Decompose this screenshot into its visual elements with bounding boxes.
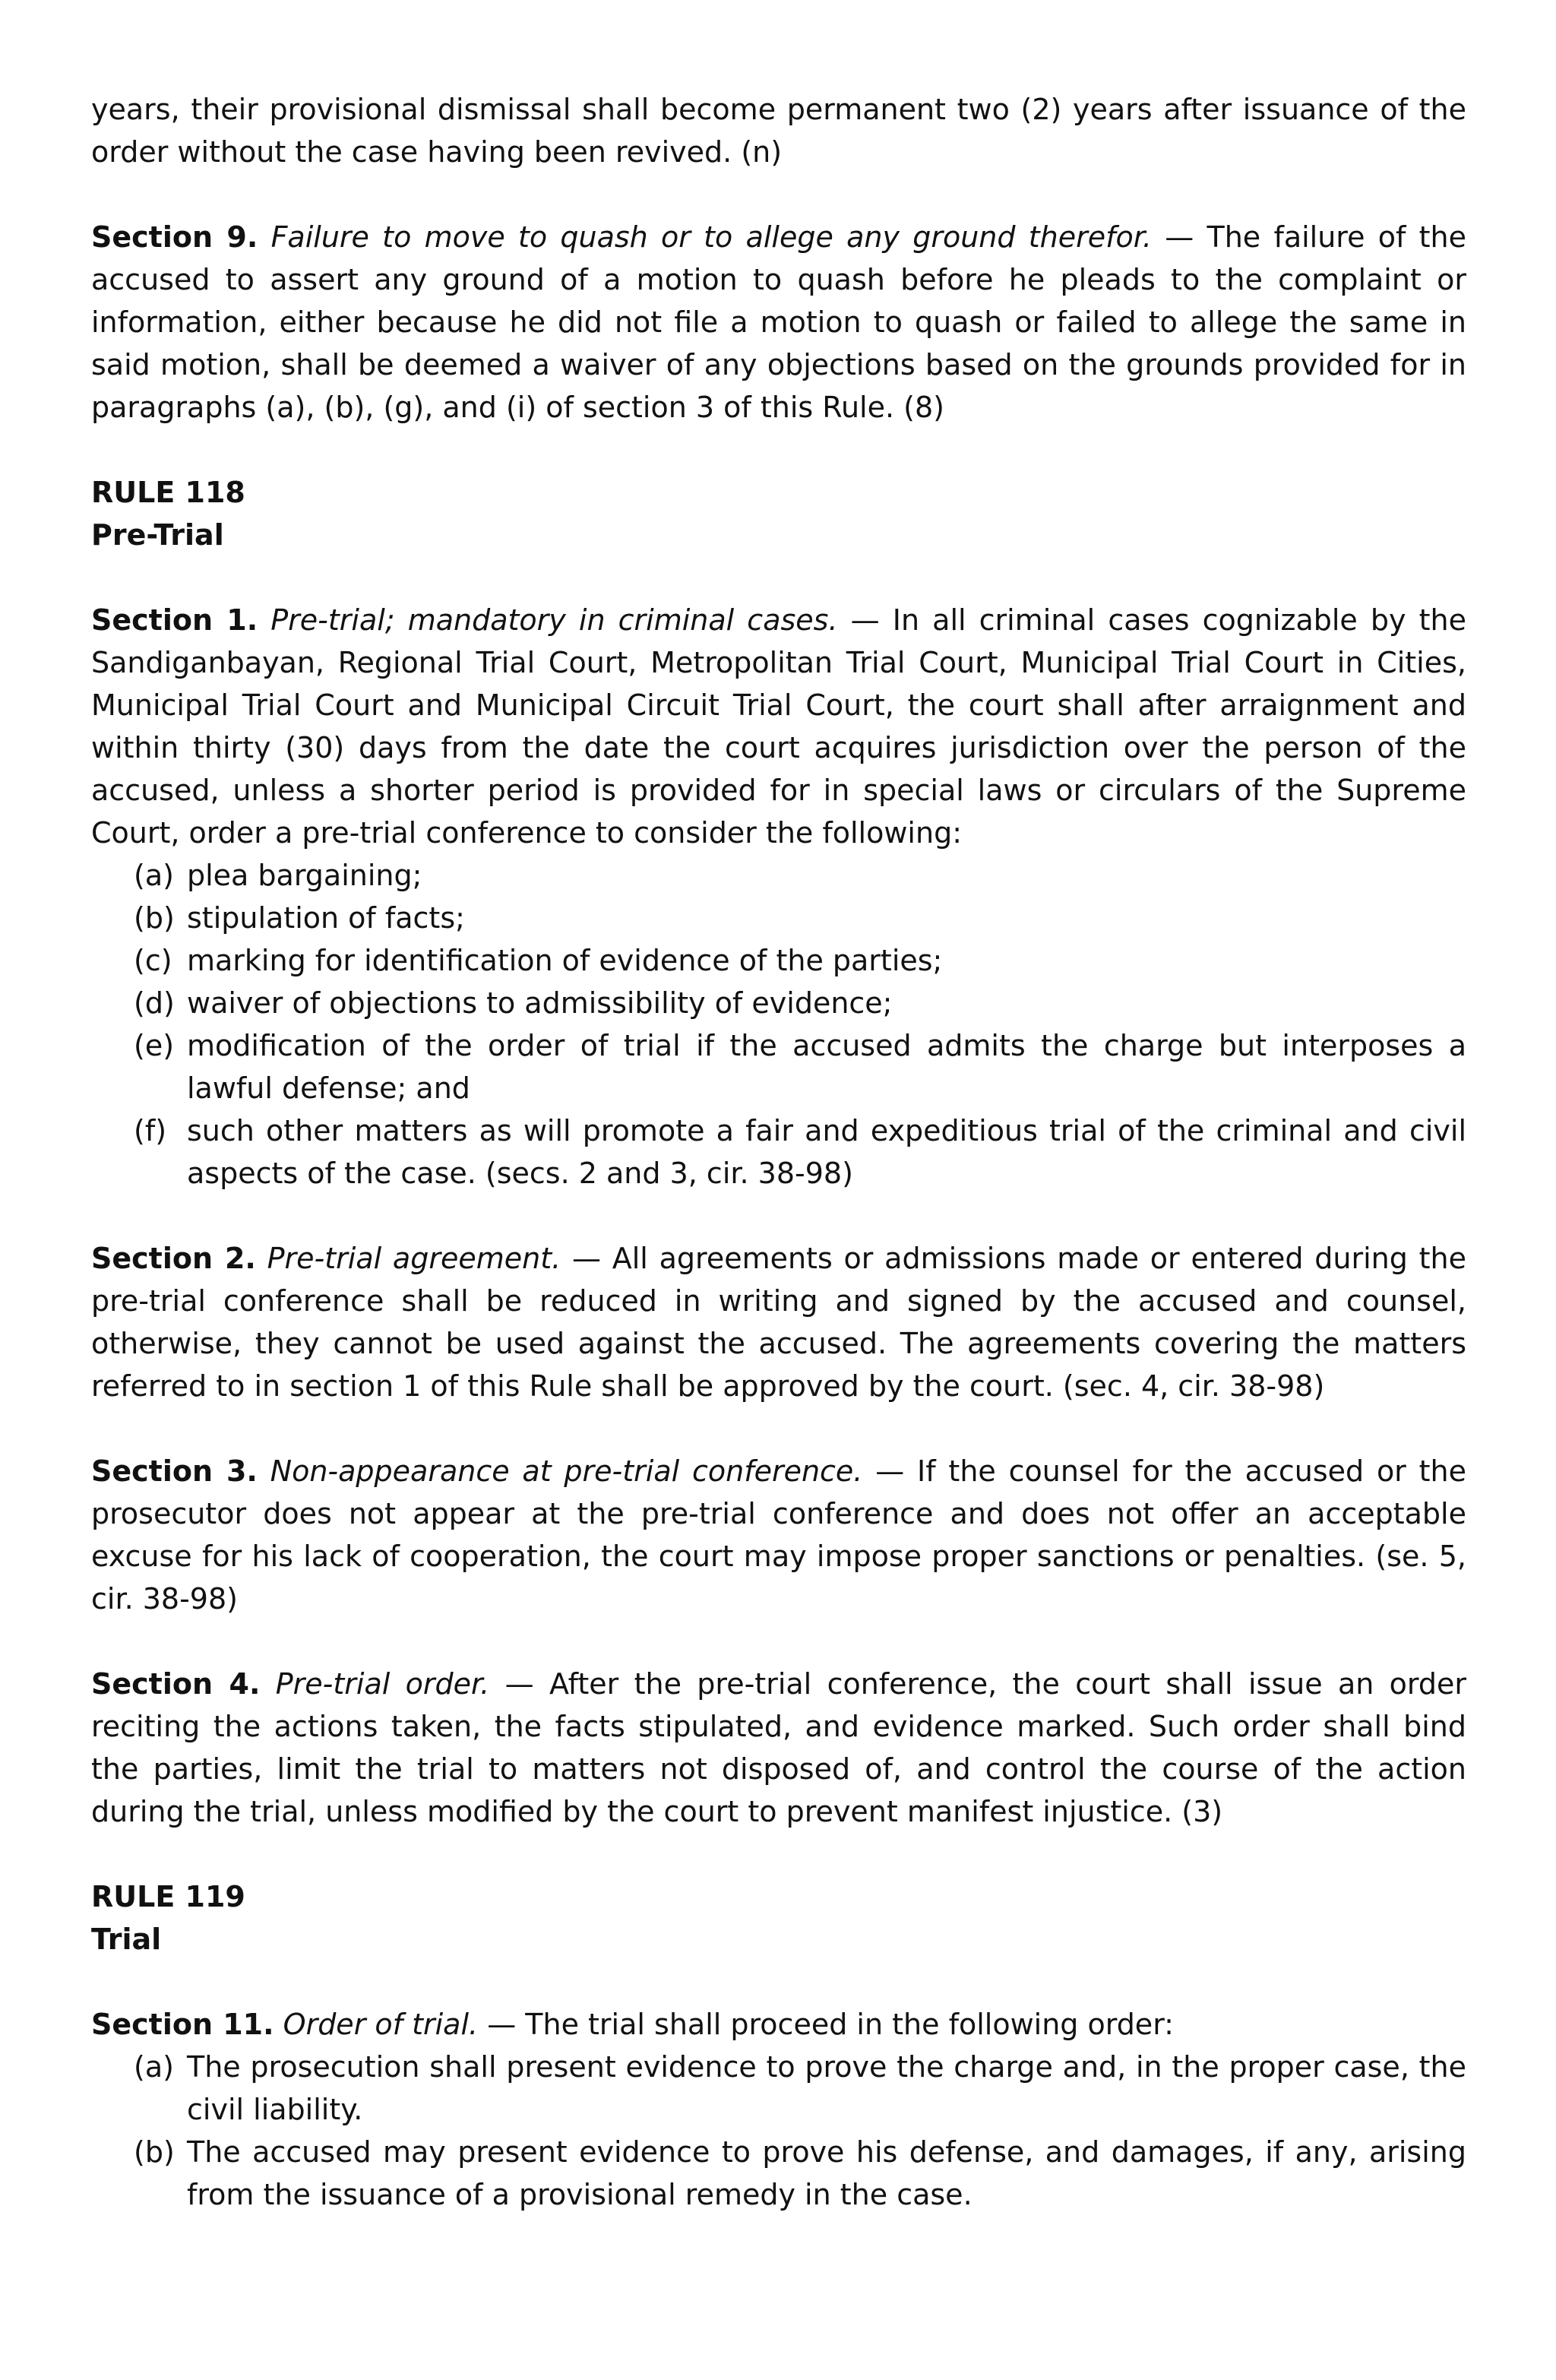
rule-number: RULE 118 (91, 476, 245, 509)
section-label: Section 4. (91, 1667, 261, 1701)
list-item-text: plea bargaining; (187, 859, 422, 892)
pretrial-items-list (91, 854, 1466, 1195)
list-item (134, 1109, 1466, 1195)
rule-name: Trial (91, 1923, 162, 1956)
list-marker: (f) (134, 1114, 167, 1147)
section-body: — The trial shall proceed in the following order: (487, 2008, 1174, 2041)
rule-number: RULE 119 (91, 1880, 245, 1913)
rule119-heading (91, 1875, 1466, 1961)
list-item-text: waiver of objections to admissibility of evidence; (187, 986, 893, 1020)
list-item-text: marking for identification of evidence of the parties; (187, 944, 943, 977)
list-marker: (a) (134, 2050, 174, 2084)
section-title: Non-appearance at pre-trial conference. (270, 1454, 863, 1488)
list-item (134, 897, 1466, 939)
list-item (134, 2046, 1466, 2131)
rule119-section11 (91, 2003, 1466, 2046)
section-title: Failure to move to quash or to allege any ground therefor. (270, 220, 1152, 254)
section-body: — All agreements or admissions made or entered during the pre-trial conference shall be reduced in writing and signed by the accused and counsel, otherwise, they cannot be used against the accused. The agreements covering the matters referred to in section 1 of this Rule shall be approved by the court. (sec. 4, cir. 38-98) (91, 1242, 1466, 1403)
list-item (134, 2131, 1466, 2216)
rule118-section3 (91, 1450, 1466, 1620)
list-marker: (c) (134, 944, 172, 977)
section-body: — The failure of the accused to assert any ground of a motion to quash before he pleads to the complaint or information, either because he did not file a motion to quash or failed to allege the same in said motion, shall be deemed a waiver of any objections based on the grounds provided for in paragraphs (a), (b), (g), and (i) of section 3 of this Rule. (8) (91, 220, 1466, 424)
intro-paragraph (91, 88, 1466, 173)
section-title: Order of trial. (283, 2008, 479, 2041)
rule118-heading (91, 471, 1466, 556)
section-label: Section 9. (91, 220, 258, 254)
section-label: Section 3. (91, 1454, 258, 1488)
intro-text: years, their provisional dismissal shall become permanent two (2) years after issuance of the order without the case having been revived. (n) (91, 93, 1466, 169)
section-title: Pre-trial order. (275, 1667, 490, 1701)
section-title: Pre-trial agreement. (267, 1242, 561, 1275)
trial-order-list (91, 2046, 1466, 2216)
list-item-text: The prosecution shall present evidence to prove the charge and, in the proper case, the civil liability. (187, 2050, 1466, 2126)
section-label: Section 1. (91, 603, 258, 637)
list-item-text: such other matters as will promote a fair and expeditious trial of the criminal and civil aspects of the case. (secs. 2 and 3, cir. 38-98) (187, 1114, 1466, 1190)
list-item (134, 854, 1466, 897)
rule117-section9 (91, 216, 1466, 429)
section-label: Section 2. (91, 1242, 256, 1275)
list-item (134, 982, 1466, 1024)
rule118-section2 (91, 1237, 1466, 1407)
section-body: — In all criminal cases cognizable by the Sandiganbayan, Regional Trial Court, Metropolitan Trial Court, Municipal Trial Court in Cities, Municipal Trial Court and Municipal Circuit Trial Court, the court shall after arraignment and within thirty (30) days from the date the court acquires jurisdiction over the person of the accused, unless a shorter period is provided for in special laws or circulars of the Supreme Court, order a pre-trial conference to consider the following: (91, 603, 1466, 850)
list-marker: (a) (134, 859, 174, 892)
list-item-text: stipulation of facts; (187, 901, 465, 935)
list-marker: (d) (134, 986, 175, 1020)
rule118-section4 (91, 1663, 1466, 1833)
section-body: — After the pre-trial conference, the court shall issue an order reciting the actions taken, the facts stipulated, and evidence marked. Such order shall bind the parties, limit the trial to matters not disposed of, and control the course of the action during the trial, unless modified by the court to prevent manifest injustice. (3) (91, 1667, 1466, 1828)
rule-name: Pre-Trial (91, 518, 224, 552)
section-title: Pre-trial; mandatory in criminal cases. (270, 603, 838, 637)
list-marker: (b) (134, 901, 175, 935)
list-item-text: The accused may present evidence to prove his defense, and damages, if any, arising from the issuance of a provisional remedy in the case. (187, 2135, 1466, 2211)
list-item (134, 1024, 1466, 1109)
list-marker: (e) (134, 1029, 175, 1062)
section-body: — If the counsel for the accused or the prosecutor does not appear at the pre-trial conference and does not offer an acceptable excuse for his lack of cooperation, the court may impose proper sanctions or penalties. (se. 5, cir. 38-98) (91, 1454, 1466, 1616)
section-label: Section 11. (91, 2008, 274, 2041)
document-page (91, 88, 1466, 2216)
list-marker: (b) (134, 2135, 175, 2169)
list-item-text: modification of the order of trial if the accused admits the charge but interposes a lawful defense; and (187, 1029, 1466, 1105)
rule118-section1 (91, 599, 1466, 854)
list-item (134, 939, 1466, 982)
